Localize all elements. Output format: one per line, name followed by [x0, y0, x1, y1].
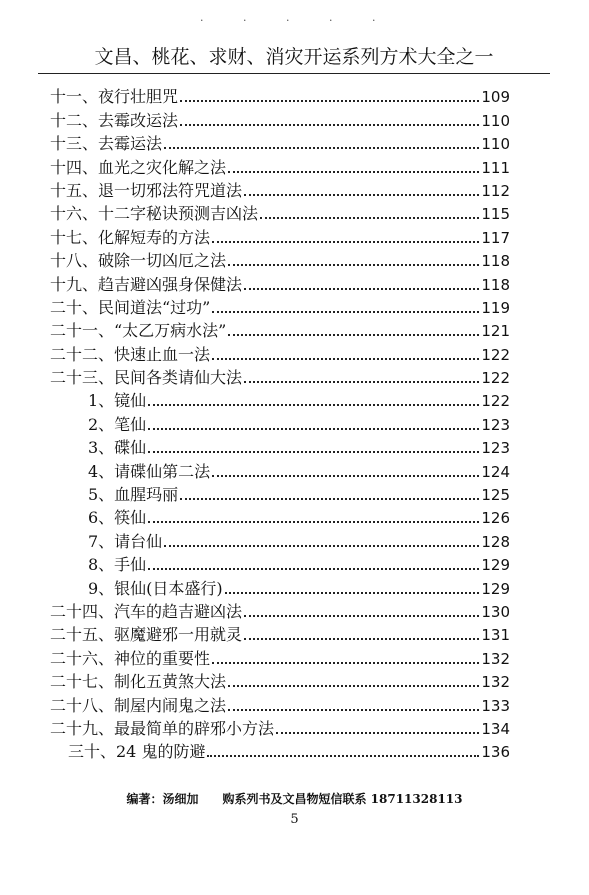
- toc-entry: [50, 388, 510, 411]
- toc-entry-page: 122: [481, 345, 510, 364]
- toc-entry-page: 133: [481, 696, 510, 715]
- dot-leader: [212, 311, 479, 313]
- dot-leader: [244, 381, 479, 383]
- toc-entry-page: 125: [481, 486, 510, 505]
- toc-entry-label: 5、血腥玛丽: [88, 485, 179, 505]
- toc-entry-label: 十九、趋吉避凶强身保健法: [50, 274, 243, 294]
- toc-entry: [50, 248, 510, 271]
- toc-entry: [50, 271, 510, 294]
- toc-entry-page: 136: [481, 743, 510, 762]
- toc-entry-page: 130: [481, 602, 510, 621]
- toc-entry-page: 121: [481, 322, 510, 341]
- toc-entry-label: 二十三、民间各类请仙大法: [50, 368, 243, 388]
- toc-entry-page: 126: [481, 509, 510, 528]
- toc-entry: [50, 365, 510, 388]
- dot-leader: [148, 521, 479, 523]
- toc-entry-label: 十六、十二字秘诀预测吉凶法: [50, 204, 259, 224]
- dot-leader: [207, 755, 479, 757]
- toc-entry: [50, 575, 510, 598]
- toc-entry-label: 7、请台仙: [88, 531, 163, 551]
- toc-entry-page: 115: [481, 205, 510, 224]
- dot-leader: [180, 100, 479, 102]
- toc-entry-page: 129: [481, 579, 510, 598]
- toc-entry: [50, 341, 510, 364]
- toc-entry-page: 117: [481, 228, 510, 247]
- dot-leader: [180, 498, 479, 500]
- toc-entry-label: 十三、去霉运法: [50, 134, 163, 154]
- dot-leader: [148, 428, 479, 430]
- toc-entry-page: 128: [481, 532, 510, 551]
- toc-entry: [50, 318, 510, 341]
- toc-entry-label: 二十六、神位的重要性: [50, 648, 211, 668]
- toc-entry: [50, 669, 510, 692]
- toc-entry: [50, 131, 510, 154]
- toc-entry-label: 4、请碟仙第二法: [88, 461, 211, 481]
- toc-entry-page: 132: [481, 649, 510, 668]
- toc-entry-label: 9、银仙(日本盛行): [88, 578, 223, 598]
- dot-leader: [225, 592, 480, 594]
- toc-entry-label: 二十五、驱魔避邪一用就灵: [50, 625, 243, 645]
- dot-leader: [164, 545, 479, 547]
- toc-entry-label: 二十四、汽车的趋吉避凶法: [50, 601, 243, 621]
- toc-entry: [50, 435, 510, 458]
- toc-entry-page: 124: [481, 462, 510, 481]
- dot-leader: [228, 709, 479, 711]
- toc-entry-label: 1、镜仙: [88, 391, 147, 411]
- toc-entry-page: 118: [481, 252, 510, 271]
- toc-entry-page: 134: [481, 719, 510, 738]
- toc-entry-page: 132: [481, 673, 510, 692]
- toc-entry-page: 122: [481, 369, 510, 388]
- dot-leader: [244, 288, 479, 290]
- dot-leader: [228, 171, 479, 173]
- toc-entry-page: 129: [481, 556, 510, 575]
- toc-entry: [50, 622, 510, 645]
- toc-entry-label: 2、笔仙: [88, 414, 147, 434]
- dot-leader: [228, 685, 479, 687]
- toc-entry-label: 8、手仙: [88, 555, 147, 575]
- toc-entry-page: 110: [481, 111, 510, 130]
- table-of-contents: [50, 84, 510, 762]
- toc-entry-label: 3、碟仙: [88, 438, 147, 458]
- toc-entry-label: 十七、化解短寿的方法: [50, 227, 211, 247]
- dot-leader: [180, 124, 479, 126]
- toc-entry-label: 十八、破除一切凶厄之法: [50, 251, 227, 271]
- toc-entry: [50, 716, 510, 739]
- toc-entry-page: 112: [481, 181, 510, 200]
- toc-entry: [50, 84, 510, 107]
- dot-leader: [244, 194, 479, 196]
- toc-entry: [50, 552, 510, 575]
- toc-entry-page: 122: [481, 392, 510, 411]
- dot-leader: [244, 615, 479, 617]
- toc-entry-page: 131: [481, 626, 510, 645]
- toc-entry-label: 二十、民间道法“过功”: [50, 297, 211, 317]
- dot-leader: [212, 475, 479, 477]
- toc-entry-label: 6、筷仙: [88, 508, 147, 528]
- toc-entry-label: 二十一、“太乙万病水法”: [50, 321, 227, 341]
- toc-entry: [50, 201, 510, 224]
- toc-entry-label: 二十八、制屋内闹鬼之法: [50, 695, 227, 715]
- toc-entry: [50, 178, 510, 201]
- toc-entry: [50, 599, 510, 622]
- dot-leader: [228, 334, 479, 336]
- toc-entry: [50, 528, 510, 551]
- toc-entry-label: 三十、24 鬼的防避: [68, 742, 206, 762]
- toc-entry: [50, 295, 510, 318]
- footer-credit: 编著：汤细加 购系列书及文昌物短信联系 18711328113: [126, 792, 463, 806]
- dot-leader: [212, 241, 479, 243]
- toc-entry-label: 二十二、快速止血一法: [50, 344, 211, 364]
- scan-marks: · · · · ·: [200, 14, 394, 27]
- toc-entry-label: 二十九、最最简单的辟邪小方法: [50, 718, 275, 738]
- running-header: 文昌、桃花、求财、消灾开运系列方术大全之一: [38, 42, 550, 74]
- toc-entry-label: 十一、夜行壮胆咒: [50, 87, 179, 107]
- toc-entry: [50, 411, 510, 434]
- dot-leader: [148, 451, 479, 453]
- toc-entry-label: 十四、血光之灾化解之法: [50, 157, 227, 177]
- dot-leader: [212, 358, 479, 360]
- toc-entry-page: 123: [481, 415, 510, 434]
- toc-entry-label: 十五、退一切邪法符咒道法: [50, 180, 243, 200]
- toc-entry: [50, 482, 510, 505]
- dot-leader: [260, 217, 479, 219]
- toc-entry-page: 119: [481, 298, 510, 317]
- toc-entry-label: 二十七、制化五黄煞大法: [50, 672, 227, 692]
- toc-entry: [50, 458, 510, 481]
- dot-leader: [228, 264, 479, 266]
- toc-entry-page: 110: [481, 135, 510, 154]
- toc-entry: [50, 645, 510, 668]
- toc-entry: [50, 505, 510, 528]
- dot-leader: [148, 568, 479, 570]
- toc-entry: [50, 692, 510, 715]
- dot-leader: [244, 638, 479, 640]
- toc-entry-page: 111: [481, 158, 510, 177]
- toc-entry-page: 123: [481, 439, 510, 458]
- toc-entry-page: 118: [481, 275, 510, 294]
- toc-entry-label: 十二、去霉改运法: [50, 110, 179, 130]
- toc-entry: [50, 154, 510, 177]
- dot-leader: [164, 147, 479, 149]
- toc-entry: [50, 107, 510, 130]
- toc-entry: [50, 224, 510, 247]
- dot-leader: [212, 662, 479, 664]
- toc-entry: [50, 739, 510, 762]
- dot-leader: [148, 404, 479, 406]
- dot-leader: [276, 732, 479, 734]
- toc-entry-page: 109: [481, 88, 510, 107]
- page-number: 5: [290, 812, 299, 827]
